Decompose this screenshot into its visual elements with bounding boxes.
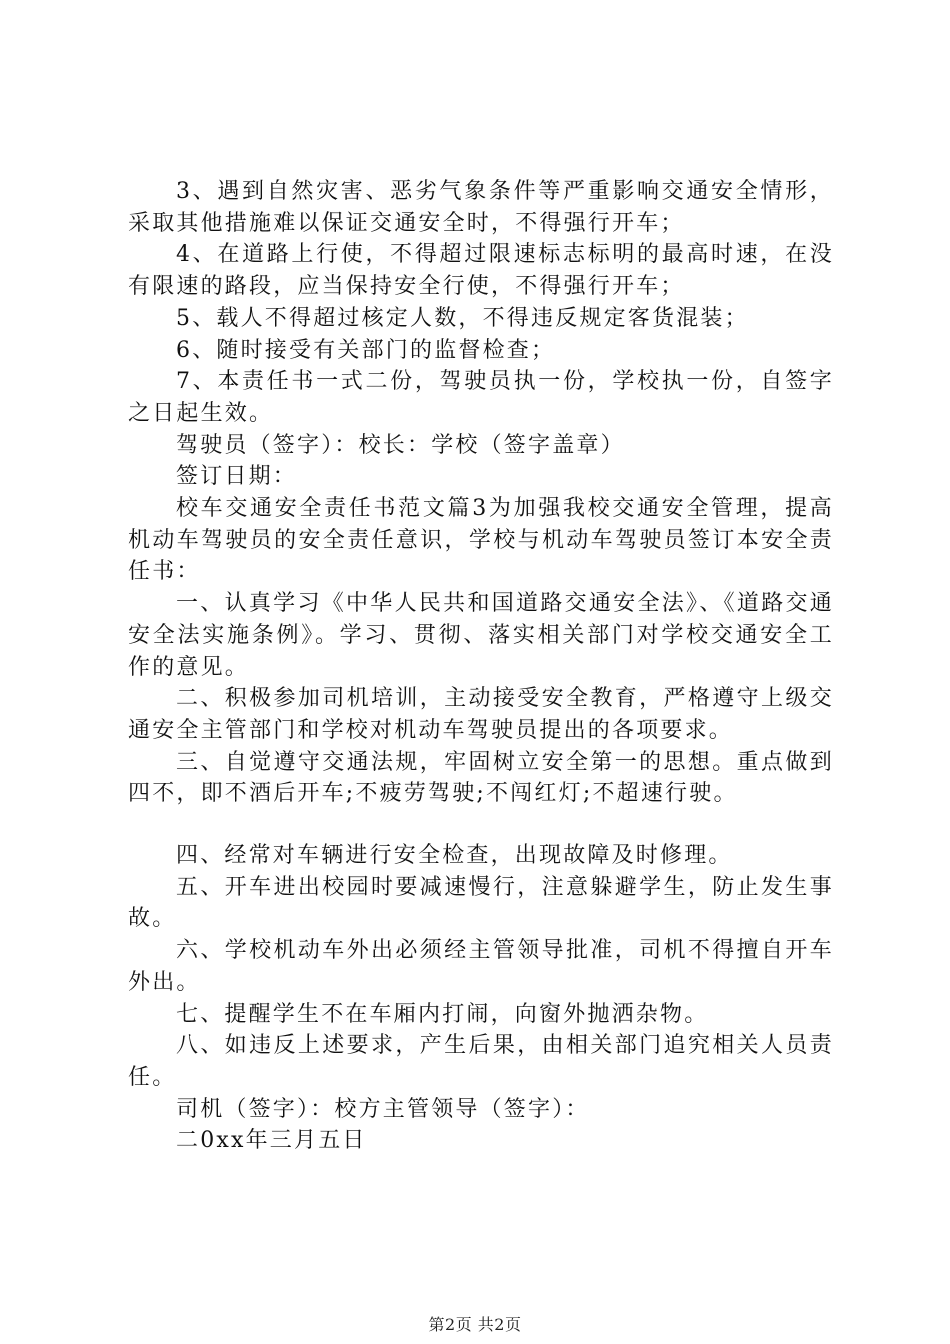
clause-6: 六、学校机动车外出必须经主管领导批准，司机不得擅自开车外出。 [128, 938, 834, 995]
driver-signature-line: 驾驶员（签字）：校长：学校（签字盖章） [176, 432, 625, 458]
clause-1: 一、认真学习《中华人民共和国道路交通安全法》、《道路交通安全法实施条例》。学习、贯彻、落实相关部门对学校交通安全工作的意见。 [128, 591, 834, 680]
date-line: 二0xx年三月五日 [176, 1128, 367, 1154]
clause-3: 三、自觉遵守交通法规，牢固树立安全第一的思想。重点做到四不，即不酒后开车;不疲劳驾驶;不闯红灯;不超速行驶。 [128, 749, 834, 807]
clause-8: 八、如违反上述要求，产生后果，由相关部门追究相关人员责任。 [128, 1033, 834, 1090]
document-body [128, 176, 834, 1157]
clause-7: 七、提醒学生不在车厢内打闹，向窗外抛洒杂物。 [176, 1001, 709, 1027]
sign-date-line: 签订日期： [176, 464, 298, 490]
template-3-intro: 校车交通安全责任书范文篇3为加强我校交通安全管理，提高机动车驾驶员的安全责任意识，学校与机动车驾驶员签订本安全责任书： [128, 496, 834, 585]
paragraph-item-5: 5、载人不得超过核定人数，不得违反规定客货混装； [176, 305, 749, 331]
paragraph-item-6: 6、随时接受有关部门的监督检查； [176, 337, 556, 363]
clause-4: 四、经常对车辆进行安全检查，出现故障及时修理。 [176, 843, 733, 869]
clause-5: 五、开车进出校园时要减速慢行，注意躲避学生，防止发生事故。 [128, 874, 834, 932]
paragraph-item-4: 4、在道路上行使，不得超过限速标志标明的最高时速，在没有限速的路段，应当保持安全行使，不得强行开车； [128, 242, 834, 300]
paragraph-item-7: 7、本责任书一式二份，驾驶员执一份，学校执一份，自签字之日起生效。 [128, 369, 834, 426]
clause-2: 二、积极参加司机培训，主动接受安全教育，严格遵守上级交通安全主管部门和学校对机动车驾驶员提出的各项要求。 [128, 686, 834, 743]
page-footer: 第2页 共2页 [428, 1315, 522, 1334]
paragraph-item-3: 3、遇到自然灾害、恶劣气象条件等严重影响交通安全情形，采取其他措施难以保证交通安全时，不得强行开车； [128, 179, 834, 236]
signature-line: 司机（签字）：校方主管领导（签字）： [176, 1096, 590, 1122]
